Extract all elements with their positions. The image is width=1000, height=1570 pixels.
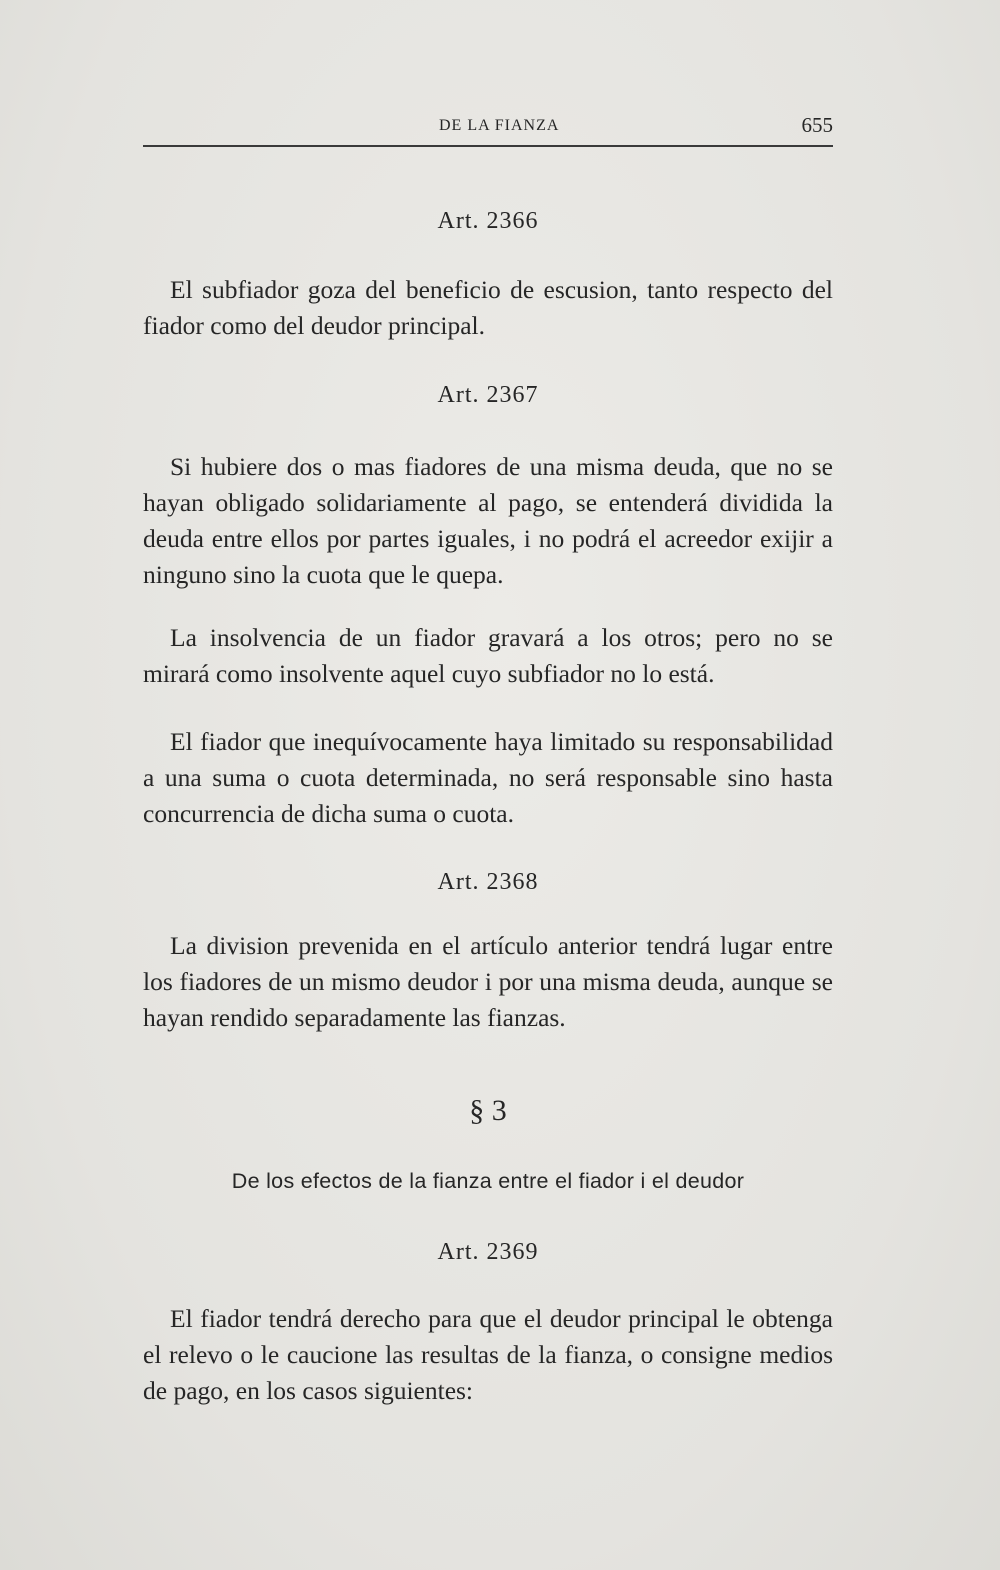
article-2366-paragraph: El subfiador goza del beneficio de escusion, tanto respecto del fiador como del deudor principal. [143,275,833,340]
article-2368-heading: Art. 2368 [437,869,539,895]
article-2367-paragraph-2: La insolvencia de un fiador gravará a los otros; pero no se mirará como insolvente aquel cuyo subfiador no lo está. [143,623,833,688]
page-number: 655 [801,113,833,137]
section-title: De los efectos de la fianza entre el fiador i el deudor [231,1169,745,1193]
article-2366-heading: Art. 2366 [437,208,539,234]
article-2368-paragraph: La division prevenida en el artículo anterior tendrá lugar entre los fiadores de un mismo deudor i por una misma deuda, aunque se hayan rendido separadamente las fianzas. [143,931,833,1032]
running-title: DE LA FIANZA [439,117,560,134]
section-mark: § 3 [469,1094,507,1127]
article-2367-paragraph-1: Si hubiere dos o mas fiadores de una misma deuda, que no se hayan obligado solidariamente al pago, se entenderá dividida la deuda entre ellos por partes iguales, i no podrá el acreedor exijir a ninguno sino la cuota que le quepa. [143,452,833,589]
article-2367-paragraph-3: El fiador que inequívocamente haya limitado su responsabilidad a una suma o cuota determinada, no será responsable sino hasta concurrencia de dicha suma o cuota. [143,727,833,828]
article-2369-paragraph: El fiador tendrá derecho para que el deudor principal le obtenga el relevo o le caucione las resultas de la fianza, o consigne medios de pago, en los casos siguientes: [143,1304,833,1405]
header-rule [143,145,833,147]
article-2367-heading: Art. 2367 [437,382,539,408]
running-head [143,112,833,142]
article-2369-heading: Art. 2369 [437,1239,539,1265]
